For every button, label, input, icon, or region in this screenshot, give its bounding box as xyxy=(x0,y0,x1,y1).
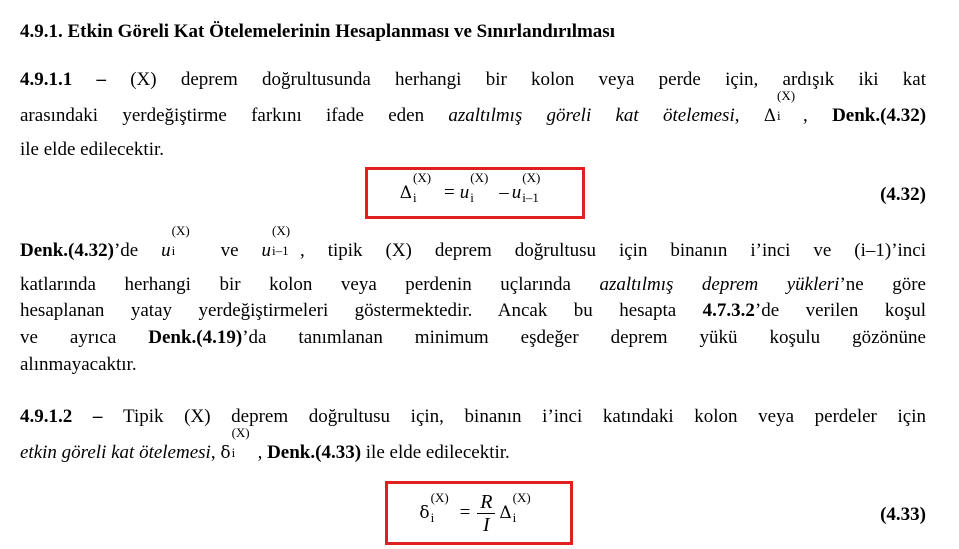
equals-sign: = xyxy=(459,502,471,523)
para1-line3: ile elde edilecektir. xyxy=(20,139,165,160)
equation-4-32-box xyxy=(365,167,585,219)
para2-text: ve ayrıca xyxy=(20,327,149,348)
superscript-x: (X) xyxy=(777,88,796,103)
equation-ref: Denk.(4.32) xyxy=(20,240,114,261)
para3-text: ile elde edilecektir. xyxy=(361,442,510,463)
para2-line2 xyxy=(20,271,926,299)
subscript-i-minus-1: i–1 xyxy=(522,190,539,205)
term-effective-drift: etkin göreli kat ötelemesi xyxy=(20,442,211,463)
para3-line2 xyxy=(20,425,926,467)
superscript-x: (X) xyxy=(430,490,449,505)
term-reduced-drift: azaltılmış göreli kat ötelemesi xyxy=(448,105,735,126)
para3-text: Tipik (X) deprem doğrultusu için, binanın i’inci katındaki kolon veya perdeler için xyxy=(123,406,926,427)
equation-number-4-32: (4.32) xyxy=(880,184,926,205)
equation-ref: Denk.(4.32) xyxy=(832,105,927,126)
para2-text: hesaplanan yatay yerdeğiştirmeleri göstermektedir. Ancak bu hesapta xyxy=(20,300,703,321)
para2-line1 xyxy=(20,223,927,265)
clause-number: 4.9.1.1 xyxy=(20,69,73,90)
delta-indices xyxy=(231,425,258,460)
minus-sign: – xyxy=(499,182,509,203)
para2-text: , tipik (X) deprem doğrultusu için binanın i’inci ve (i–1)’inci xyxy=(300,240,927,261)
delta-symbol: Δ xyxy=(399,183,413,203)
small-delta-symbol: δ xyxy=(220,443,231,463)
delta-indices xyxy=(413,170,439,205)
u-indices xyxy=(470,170,496,205)
denominator-i: I xyxy=(483,513,490,536)
delta-indices xyxy=(430,490,457,525)
u-symbol: u xyxy=(511,182,522,203)
superscript-x: (X) xyxy=(413,170,432,185)
subscript-i: i xyxy=(171,243,176,258)
delta-indices xyxy=(777,88,803,123)
subscript-i: i xyxy=(231,445,236,460)
para1-text: (X) deprem doğrultusunda herhangi bir kolon veya perde için, ardışık iki kat xyxy=(130,69,926,90)
comma: , xyxy=(734,105,764,126)
u-indices xyxy=(171,223,198,258)
u-symbol: u xyxy=(261,240,272,261)
para2-text: ’ne göre xyxy=(839,274,926,295)
superscript-x: (X) xyxy=(171,223,190,238)
u-indices xyxy=(272,223,300,258)
superscript-x: (X) xyxy=(470,170,489,185)
para2-line3 xyxy=(20,297,926,325)
delta-symbol: Δ xyxy=(763,106,777,126)
delta-indices xyxy=(512,490,539,525)
equals-sign: = xyxy=(444,182,455,203)
para2-text: ’de verilen koşul xyxy=(754,300,926,321)
para2-line5: alınmayacaktır. xyxy=(20,354,137,375)
clause-dash: – xyxy=(72,406,124,427)
section-heading: 4.9.1. Etkin Göreli Kat Ötelemelerinin Hesaplanması ve Sınırlandırılması xyxy=(20,21,615,42)
para2-text: ’da tanımlanan minimum eşdeğer deprem yükü koşulu gözönüne xyxy=(242,327,926,348)
para2-text: katlarında herhangi bir kolon veya perdenin uçlarında xyxy=(20,274,600,295)
superscript-x: (X) xyxy=(231,425,250,440)
delta-symbol: Δ xyxy=(499,503,512,523)
subscript-i: i xyxy=(413,190,417,205)
numerator-r: R xyxy=(480,490,493,513)
equation-ref: Denk.(4.33) xyxy=(267,442,362,463)
u-indices xyxy=(522,170,550,205)
suffix: ’de xyxy=(113,240,139,261)
fraction-r-over-i xyxy=(477,491,495,536)
clause-dash: – xyxy=(72,69,131,90)
small-delta-symbol: δ xyxy=(419,503,430,523)
comma: , xyxy=(210,442,221,463)
equation-number-4-33: (4.33) xyxy=(880,504,926,525)
subscript-i: i xyxy=(430,510,435,525)
subscript-i: i xyxy=(470,190,474,205)
para1-line2 xyxy=(20,88,927,130)
u-symbol: u xyxy=(161,240,171,261)
subscript-i-minus-1: i–1 xyxy=(272,243,289,258)
para2-line4 xyxy=(20,324,926,352)
section-ref: 4.7.3.2 xyxy=(702,300,755,321)
para3-line1 xyxy=(20,403,926,431)
equation-ref: Denk.(4.19) xyxy=(148,327,243,348)
superscript-x: (X) xyxy=(272,223,291,238)
conjunction: ve xyxy=(220,240,239,261)
superscript-x: (X) xyxy=(512,490,531,505)
term-reduced-loads: azaltılmış deprem yükleri xyxy=(599,274,840,295)
comma: , xyxy=(803,105,833,126)
u-symbol: u xyxy=(459,182,470,203)
superscript-x: (X) xyxy=(522,170,541,185)
clause-number: 4.9.1.2 xyxy=(20,406,73,427)
equation-4-33-box xyxy=(385,481,573,545)
comma: , xyxy=(257,442,268,463)
para1-text: arasındaki yerdeğiştirme farkını ifade eden xyxy=(20,105,449,126)
subscript-i: i xyxy=(777,108,781,123)
subscript-i: i xyxy=(512,510,517,525)
